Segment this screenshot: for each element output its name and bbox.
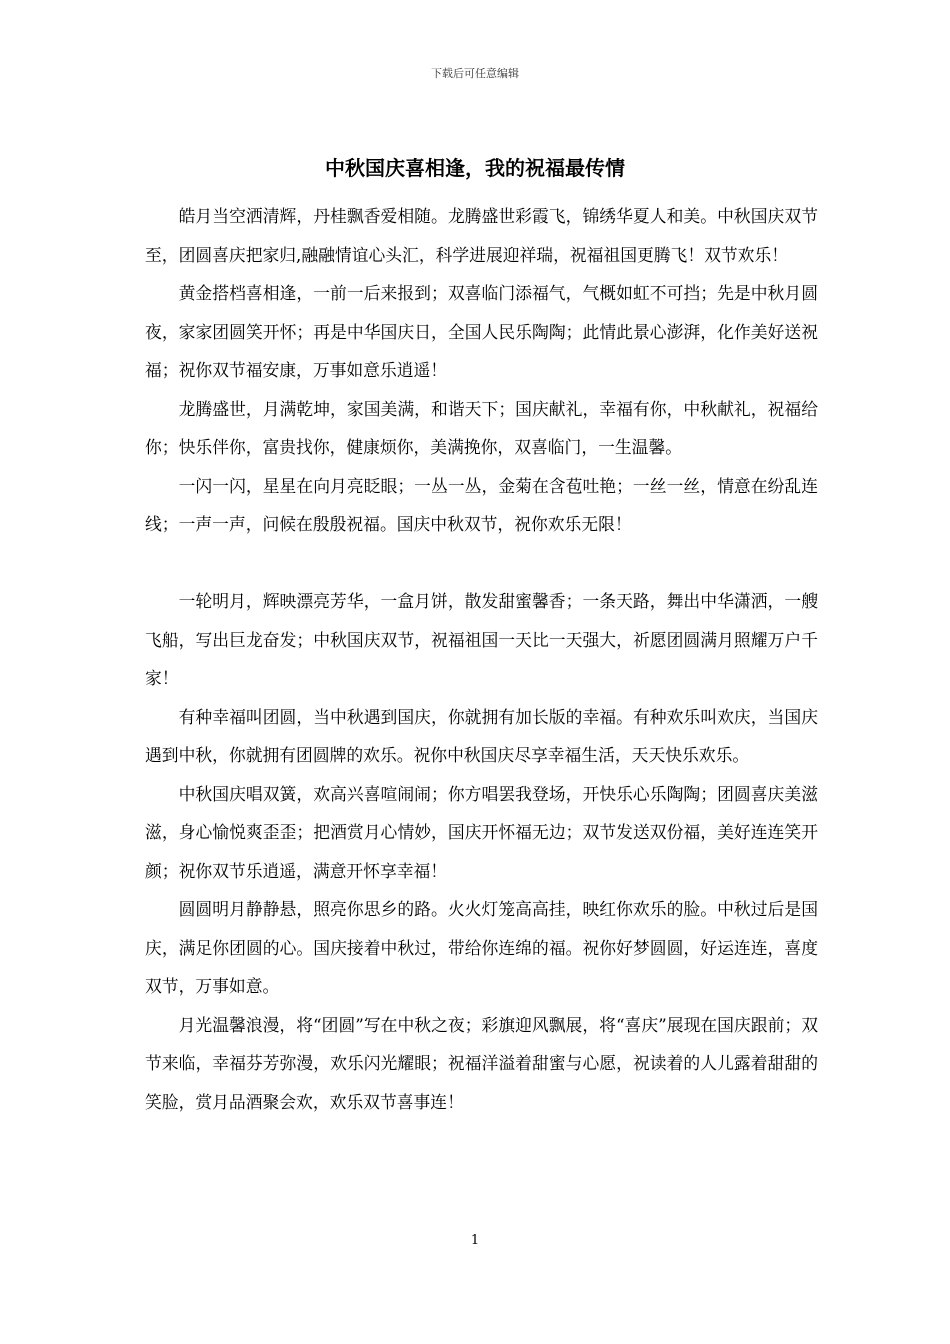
paragraph-7: 中秋国庆唱双簧，欢高兴喜喧闹闹；你方唱罢我登场，开快乐心乐陶陶；团圆喜庆美滋滋，身心愉悦爽歪歪；把酒赏月心情妙，国庆开怀福无边；双节发送双份福，美好连连笑开颜；祝你双节乐逍遥，满意开怀享幸福！ bbox=[145, 783, 818, 881]
document-title: 中秋国庆喜相逢，我的祝福最传情 bbox=[325, 156, 625, 180]
paragraph-6: 有种幸福叫团圆，当中秋遇到国庆，你就拥有加长版的幸福。有种欢乐叫欢庆，当国庆遇到中秋，你就拥有团圆牌的欢乐。祝你中秋国庆尽享幸福生活，天天快乐欢乐。 bbox=[145, 706, 818, 765]
paragraph-2: 黄金搭档喜相逢，一前一后来报到；双喜临门添福气，气概如虹不可挡；先是中秋月圆夜，家家团圆笑开怀；再是中华国庆日，全国人民乐陶陶；此情此景心澎湃，化作美好送祝福；祝你双节福安康，万事如意乐逍遥！ bbox=[145, 283, 818, 380]
document-body bbox=[145, 197, 818, 1121]
header-note: 下载后可任意编辑 bbox=[431, 67, 519, 80]
paragraph-5: 一轮明月，辉映漂亮芳华，一盒月饼，散发甜蜜馨香；一条天路，舞出中华潇洒，一艘飞船，写出巨龙奋发；中秋国庆双节，祝福祖国一天比一天强大，祈愿团圆满月照耀万户千家！ bbox=[145, 591, 818, 688]
paragraph-1: 皓月当空洒清辉，丹桂飘香爱相随。龙腾盛世彩霞飞，锦绣华夏人和美。中秋国庆双节至，团圆喜庆把家归,融融情谊心头汇，科学进展迎祥瑞，祝福祖国更腾飞！双节欢乐！ bbox=[145, 206, 818, 265]
paragraph-4: 一闪一闪，星星在向月亮眨眼；一丛一丛，金菊在含苞吐艳；一丝一丝，情意在纷乱连线；一声一声，问候在殷殷祝福。国庆中秋双节，祝你欢乐无限！ bbox=[145, 475, 818, 534]
paragraph-9: 月光温馨浪漫，将“团圆”写在中秋之夜；彩旗迎风飘展，将“喜庆”展现在国庆跟前；双节来临，幸福芬芳弥漫，欢乐闪光耀眼；祝福洋溢着甜蜜与心愿，祝读着的人儿露着甜甜的笑脸，赏月品酒聚会欢，欢乐双节喜事连！ bbox=[145, 1014, 818, 1112]
paragraph-8: 圆圆明月静静悬，照亮你思乡的路。火火灯笼高高挂，映红你欢乐的脸。中秋过后是国庆，满足你团圆的心。国庆接着中秋过，带给你连绵的福。祝你好梦圆圆，好运连连，喜度双节，万事如意。 bbox=[145, 899, 818, 996]
paragraph-3: 龙腾盛世，月满乾坤，家国美满，和谐天下；国庆献礼，幸福有你，中秋献礼，祝福给你；快乐伴你，富贵找你，健康烦你，美满挽你，双喜临门，一生温馨。 bbox=[145, 398, 818, 457]
blank-line bbox=[145, 544, 818, 583]
page-number: 1 bbox=[470, 1233, 480, 1248]
